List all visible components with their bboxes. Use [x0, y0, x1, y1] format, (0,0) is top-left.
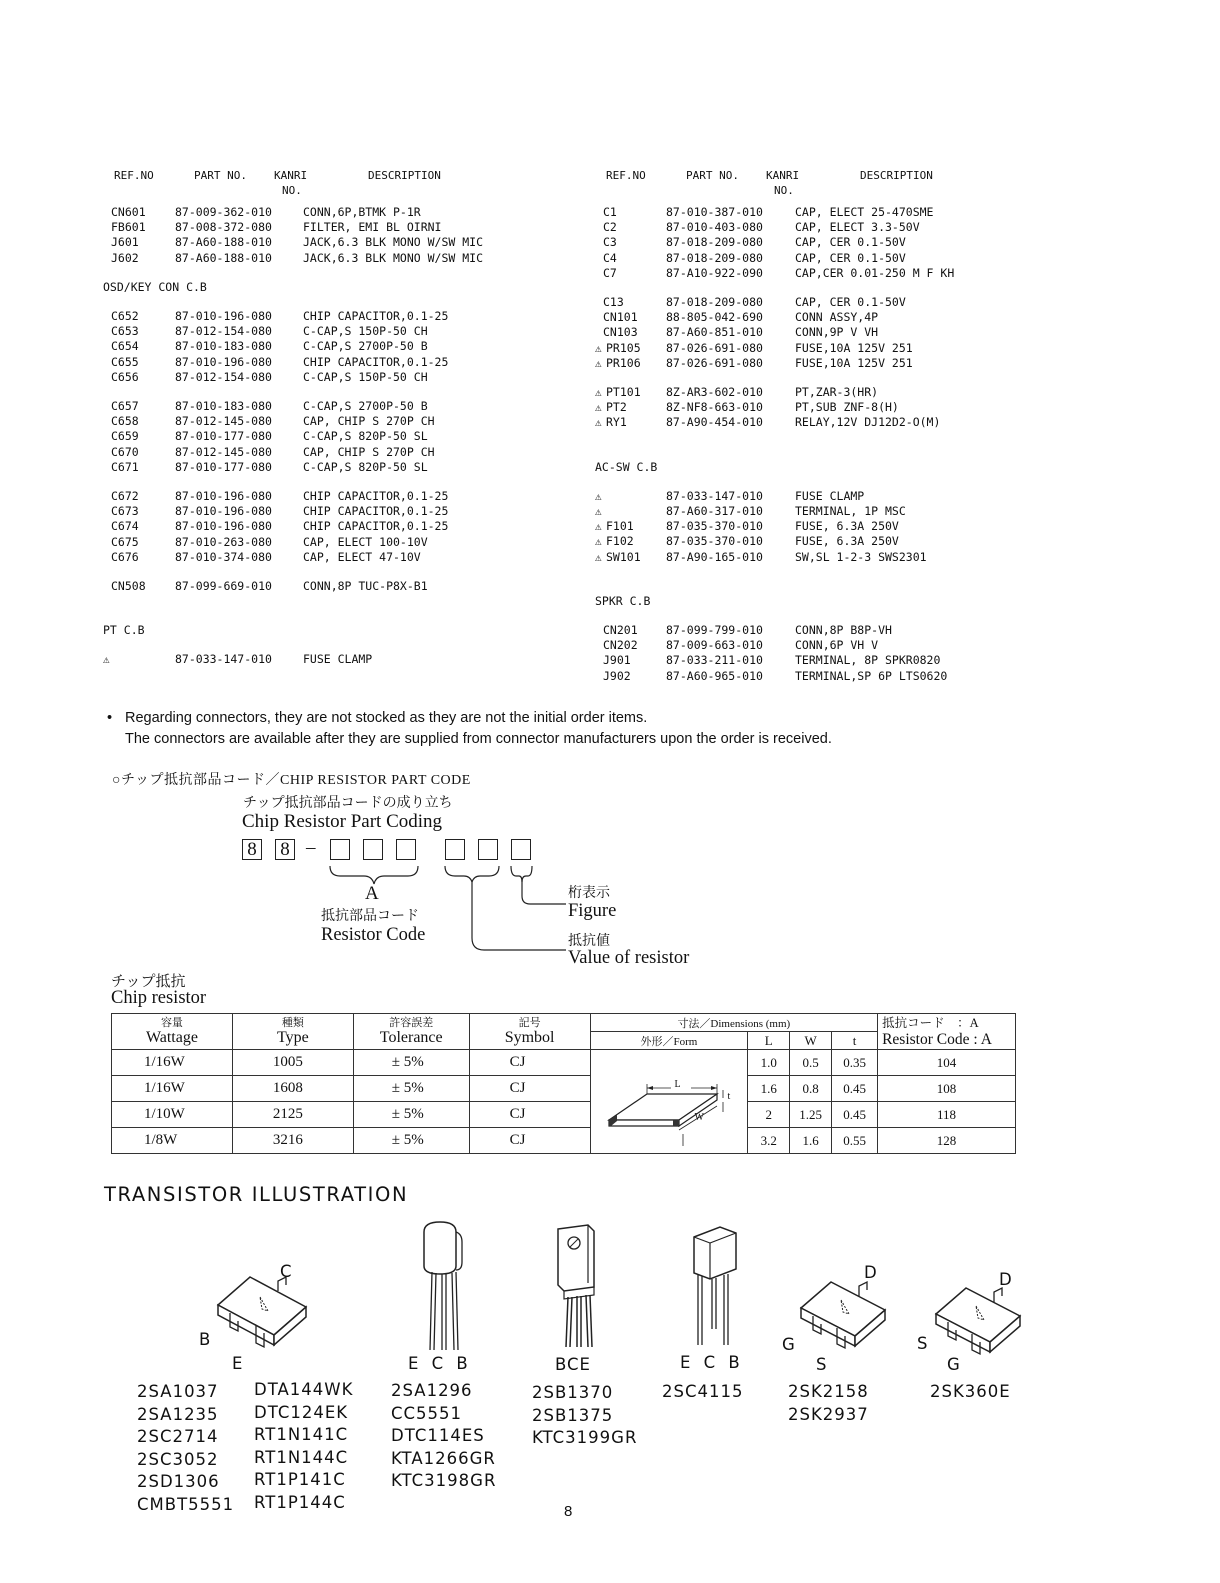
- part-no: 87-010-196-080: [175, 309, 272, 323]
- cell-wattage: 1/16W: [112, 1050, 233, 1076]
- part-no: 87-018-209-080: [666, 235, 763, 250]
- description: CONN,6P,BTMK P-1R: [303, 205, 421, 219]
- part-no: 87-012-145-080: [175, 444, 272, 459]
- description: CAP, ELECT 3.3-50V: [795, 220, 920, 235]
- transistor-list-3: [532, 1382, 637, 1450]
- th-wattage: 容量 Wattage: [112, 1014, 233, 1050]
- part-no: 87-009-362-010: [175, 205, 272, 219]
- transistor-part-number: DTA144WK: [254, 1380, 354, 1399]
- figure-en: Figure: [568, 901, 617, 921]
- cell-code: 104: [878, 1050, 1016, 1076]
- transistor-list-6: [930, 1381, 1011, 1404]
- cell-tolerance: ± 5%: [353, 1102, 469, 1128]
- description: JACK,6.3 BLK MONO W/SW MIC: [303, 250, 484, 265]
- cell-type: 1608: [232, 1076, 353, 1102]
- transistor-part-number: CMBT5551: [137, 1494, 235, 1514]
- part-no: 87-033-147-010: [666, 488, 763, 503]
- transistor-part-number: 2SK2158: [788, 1382, 869, 1401]
- cell-t: 0.35: [832, 1050, 878, 1076]
- warning-icon: ⚠: [103, 653, 110, 667]
- part-no: 87-010-196-080: [175, 489, 272, 503]
- warning-icon: ⚠: [595, 416, 602, 430]
- chip-resistor-en: Chip resistor: [111, 988, 207, 1008]
- th-tolerance: 許容誤差 Tolerance: [353, 1014, 469, 1050]
- pin-labels-bce: BCE: [555, 1355, 591, 1374]
- transistor-part-number: 2SD1306: [137, 1472, 220, 1491]
- to92-package-icon: [418, 1222, 466, 1352]
- note-line-1: Regarding connectors, they are not stocked as they are not the initial order items.: [125, 710, 648, 726]
- transistor-part-number: 2SC4115: [662, 1382, 744, 1401]
- header-part-no: PART NO.: [194, 169, 247, 182]
- th-w: W: [790, 1032, 832, 1050]
- description: RELAY,12V DJ12D2-O(M): [795, 415, 941, 430]
- part-no: 87-010-263-080: [175, 534, 272, 549]
- description: FUSE,10A 125V 251: [795, 340, 913, 355]
- value-jp: 抵抗値: [568, 934, 610, 949]
- transistor-part-number: 2SK2937: [788, 1404, 869, 1424]
- description: TERMINAL,SP 6P LTS0620: [795, 668, 948, 683]
- figure-jp: 桁表示: [568, 886, 610, 901]
- ref-no: C671: [111, 459, 139, 474]
- transistor-part-number: RT1P141C: [254, 1470, 346, 1489]
- sot23-fet-package-icon: [795, 1272, 895, 1357]
- header-description: DESCRIPTION: [368, 169, 441, 182]
- part-no: 87-010-403-080: [666, 220, 763, 235]
- header-ref-no: REF.NO: [114, 169, 154, 182]
- cell-wattage: 1/8W: [112, 1128, 233, 1154]
- header-kanri-no: NO.: [282, 184, 302, 197]
- description: SW,SL 1-2-3 SWS2301: [795, 549, 927, 564]
- description: C-CAP,S 2700P-50 B: [303, 339, 428, 354]
- description: FUSE,10A 125V 251: [795, 355, 913, 370]
- description: CHIP CAPACITOR,0.1-25: [303, 519, 449, 534]
- cell-tolerance: ± 5%: [353, 1128, 469, 1154]
- warning-icon: ⚠: [595, 356, 602, 370]
- part-no: 87-A60-188-010: [175, 235, 272, 250]
- description: FUSE, 6.3A 250V: [795, 519, 899, 534]
- transistor-part-number: RT1N141C: [254, 1425, 349, 1444]
- warning-icon: ⚠: [595, 550, 602, 564]
- ref-no: C675: [111, 534, 139, 549]
- value-en: Value of resistor: [568, 948, 690, 968]
- transistor-part-number: 2SA1037: [137, 1382, 219, 1401]
- warning-icon: ⚠: [595, 535, 602, 549]
- to220-package-icon: [552, 1225, 600, 1355]
- warning-icon: ⚠: [595, 489, 602, 503]
- transistor-part-number: 2SC2714: [137, 1427, 219, 1446]
- part-no: 8Z-AR3-602-010: [666, 385, 763, 399]
- header-kanri-no: NO.: [774, 184, 794, 197]
- resistor-code-jp: 抵抗部品コード: [321, 909, 419, 924]
- pin-label-d: D: [864, 1263, 878, 1282]
- part-no: 87-A60-965-010: [666, 668, 763, 683]
- transistor-part-number: 2SB1370: [532, 1383, 614, 1402]
- cell-code: 108: [878, 1076, 1016, 1102]
- part-no: 87-018-209-080: [666, 295, 763, 309]
- ref-no: PT101: [606, 385, 641, 399]
- ref-no: C674: [111, 519, 139, 534]
- warning-icon: ⚠: [595, 401, 602, 415]
- part-no: 87-035-370-010: [666, 534, 763, 549]
- description: CAP, ELECT 100-10V: [303, 534, 428, 549]
- th-dimensions: 寸法／Dimensions (mm): [590, 1014, 878, 1032]
- description: CAP, CER 0.1-50V: [795, 295, 906, 309]
- description: CONN,8P TUC-P8X-B1: [303, 579, 428, 593]
- ref-no: F102: [606, 534, 634, 549]
- part-no: 87-099-669-010: [175, 579, 272, 593]
- ref-no: CN201: [603, 623, 638, 637]
- part-no: 87-026-691-080: [666, 340, 763, 355]
- part-no: 87-010-183-080: [175, 339, 272, 354]
- header-kanri: KANRI: [274, 169, 308, 182]
- ref-no: C659: [111, 429, 139, 444]
- pin-label-g-2: G: [947, 1355, 961, 1374]
- ref-no: RY1: [606, 415, 627, 430]
- ref-no: C7: [603, 265, 617, 280]
- ref-no: C672: [111, 489, 139, 503]
- form-label-t: t: [727, 1091, 731, 1102]
- description: PT,ZAR-3(HR): [795, 385, 879, 399]
- description: C-CAP,S 150P-50 CH: [303, 369, 428, 384]
- pin-label-c: C: [280, 1262, 293, 1281]
- ref-no: C653: [111, 324, 139, 339]
- ref-no: C1: [603, 205, 617, 219]
- ref-no: PT2: [606, 400, 627, 415]
- chip-resistor-table: [111, 1013, 1016, 1154]
- form-label-l: L: [674, 1079, 681, 1090]
- part-no: 87-010-374-080: [175, 549, 272, 564]
- description: CONN,9P V VH: [795, 325, 879, 340]
- description: CONN,8P B8P-VH: [795, 623, 892, 637]
- ref-no: SW101: [606, 549, 641, 564]
- part-no: 87-A60-188-010: [175, 250, 272, 265]
- cell-l: 2: [748, 1102, 790, 1128]
- ref-no: C654: [111, 339, 139, 354]
- coding-title-en: Chip Resistor Part Coding: [242, 811, 443, 832]
- description: C-CAP,S 820P-50 SL: [303, 429, 428, 444]
- section-title: PT C.B: [103, 623, 145, 638]
- pin-label-s-2: S: [917, 1334, 929, 1353]
- part-no: 87-010-177-080: [175, 429, 272, 444]
- ref-no: C3: [603, 235, 617, 250]
- pin-labels-ecb-2: E C B: [680, 1353, 744, 1372]
- description: CHIP CAPACITOR,0.1-25: [303, 309, 449, 323]
- cell-code: 118: [878, 1102, 1016, 1128]
- transistor-part-number: DTC124EK: [254, 1402, 349, 1422]
- chip-resistor-jp: チップ抵抗: [111, 974, 186, 990]
- part-no: 87-010-183-080: [175, 399, 272, 413]
- description: JACK,6.3 BLK MONO W/SW MIC: [303, 235, 484, 250]
- part-no: 87-035-370-010: [666, 519, 763, 534]
- transistor-list-1a: [137, 1381, 234, 1516]
- description: CAP, CER 0.1-50V: [795, 235, 906, 250]
- th-form: 外形／Form: [590, 1032, 748, 1050]
- description: CHIP CAPACITOR,0.1-25: [303, 354, 449, 369]
- cell-l: 1.0: [748, 1050, 790, 1076]
- cell-wattage: 1/16W: [112, 1076, 233, 1102]
- ref-no: C13: [603, 295, 624, 309]
- cell-w: 0.8: [790, 1076, 832, 1102]
- ref-no: F101: [606, 519, 634, 534]
- transistor-part-number: RT1P144C: [254, 1492, 346, 1512]
- th-l: L: [748, 1032, 790, 1050]
- cell-type: 1005: [232, 1050, 353, 1076]
- part-no: 87-018-209-080: [666, 250, 763, 265]
- description: CHIP CAPACITOR,0.1-25: [303, 504, 449, 519]
- header-description: DESCRIPTION: [860, 169, 933, 182]
- section-title: SPKR C.B: [595, 593, 651, 608]
- cell-tolerance: ± 5%: [353, 1050, 469, 1076]
- description: CHIP CAPACITOR,0.1-25: [303, 489, 449, 503]
- part-no: 87-A90-165-010: [666, 549, 763, 564]
- part-no: 87-010-387-010: [666, 205, 763, 219]
- description: CAP, CER 0.1-50V: [795, 250, 906, 265]
- part-no: 87-033-147-010: [175, 652, 272, 667]
- ref-no: FB601: [111, 220, 146, 235]
- part-no: 87-009-663-010: [666, 638, 763, 653]
- ref-no: C670: [111, 444, 139, 459]
- description: CONN ASSY,4P: [795, 310, 879, 325]
- warning-icon: ⚠: [595, 386, 602, 399]
- ref-no: C652: [111, 309, 139, 323]
- ref-no: C676: [111, 549, 139, 564]
- description: CAP,CER 0.01-250 M F KH: [795, 265, 955, 280]
- ref-no: CN103: [603, 325, 638, 340]
- part-no: 8Z-NF8-663-010: [666, 400, 763, 415]
- transistor-part-number: 2SA1235: [137, 1404, 219, 1424]
- resistor-code-en: Resistor Code: [321, 925, 426, 945]
- part-no: 87-010-177-080: [175, 459, 272, 474]
- ref-no: C673: [111, 504, 139, 519]
- ref-no: CN202: [603, 638, 638, 653]
- transistor-part-number: 2SB1375: [532, 1405, 614, 1425]
- cell-symbol: CJ: [469, 1076, 590, 1102]
- ref-no: C2: [603, 220, 617, 235]
- sot23-fet-package-icon-2: [930, 1278, 1030, 1363]
- transistor-part-number: CC5551: [391, 1403, 463, 1423]
- table-row: [112, 1102, 1016, 1128]
- chip-resistor-title: ○チップ抵抗部品コード／CHIP RESISTOR PART CODE: [112, 773, 471, 788]
- ref-no: PR105: [606, 340, 641, 355]
- page-number: 8: [564, 1503, 573, 1520]
- cell-code: 128: [878, 1128, 1016, 1154]
- cell-type: 3216: [232, 1128, 353, 1154]
- form-label-w: W: [694, 1112, 704, 1123]
- ref-no: CN101: [603, 310, 638, 325]
- cell-t: 0.55: [832, 1128, 878, 1154]
- ref-no: C658: [111, 414, 139, 429]
- description: FUSE, 6.3A 250V: [795, 534, 899, 549]
- header-kanri: KANRI: [766, 169, 800, 182]
- cell-l: 1.6: [748, 1076, 790, 1102]
- part-no: 87-026-691-080: [666, 355, 763, 370]
- transistor-list-4: [662, 1381, 743, 1404]
- description: CAP, ELECT 25-470SME: [795, 205, 934, 219]
- ref-no: J601: [111, 235, 139, 250]
- pin-labels-ecb: E C B: [408, 1354, 472, 1373]
- part-no: 87-012-154-080: [175, 324, 272, 339]
- ref-no: C656: [111, 369, 139, 384]
- description: FUSE CLAMP: [795, 488, 865, 503]
- part-no: 87-A60-317-010: [666, 504, 763, 518]
- cell-l: 3.2: [748, 1128, 790, 1154]
- transistor-part-number: KTA1266GR: [391, 1448, 496, 1468]
- part-no: 87-010-196-080: [175, 354, 272, 369]
- ref-no: CN508: [111, 579, 146, 593]
- description: C-CAP,S 2700P-50 B: [303, 399, 428, 413]
- table-row: [112, 1076, 1016, 1102]
- ref-no: CN601: [111, 205, 146, 219]
- transistor-part-number: DTC114ES: [391, 1426, 485, 1445]
- part-no: 87-A10-922-090: [666, 265, 763, 280]
- part-no: 87-012-145-080: [175, 414, 272, 429]
- description: TERMINAL, 8P SPKR0820: [795, 653, 941, 668]
- ref-no: PR106: [606, 355, 641, 370]
- part-no: 87-010-196-080: [175, 519, 272, 534]
- pin-label-g: G: [782, 1335, 796, 1354]
- ref-no: J902: [603, 668, 631, 683]
- part-no: 87-033-211-010: [666, 653, 763, 668]
- cell-t: 0.45: [832, 1076, 878, 1102]
- th-resistor-code: 抵抗コード ：A Resistor Code : A: [878, 1014, 1016, 1050]
- cell-type: 2125: [232, 1102, 353, 1128]
- part-no: 87-A90-454-010: [666, 415, 763, 430]
- code-digit-1: 8: [242, 839, 262, 860]
- pin-label-d-2: D: [999, 1270, 1013, 1289]
- transistor-part-number: 2SK360E: [930, 1382, 1011, 1401]
- th-t: t: [832, 1032, 878, 1050]
- chip-form-drawing: [591, 1050, 749, 1154]
- sot23-package-icon: [210, 1265, 320, 1355]
- warning-icon: ⚠: [595, 505, 602, 518]
- transistor-part-number: RT1N144C: [254, 1447, 349, 1467]
- to92l-package-icon: [690, 1225, 740, 1353]
- cell-w: 0.5: [790, 1050, 832, 1076]
- code-dash: –: [306, 837, 316, 858]
- pin-label-b: B: [199, 1330, 212, 1349]
- description: PT,SUB ZNF-8(H): [795, 400, 899, 415]
- ref-no: J901: [603, 653, 631, 668]
- th-type: 種類 Type: [232, 1014, 353, 1050]
- header-part-no: PART NO.: [686, 169, 739, 182]
- pin-label-e: E: [232, 1354, 244, 1373]
- description: C-CAP,S 820P-50 SL: [303, 459, 428, 474]
- description: CONN,6P VH V: [795, 638, 879, 653]
- section-title: OSD/KEY CON C.B: [103, 279, 207, 294]
- cell-wattage: 1/10W: [112, 1102, 233, 1128]
- description: FILTER, EMI BL OIRNI: [303, 220, 442, 235]
- transistor-part-number: 2SC3052: [137, 1449, 219, 1469]
- pin-label-s: S: [816, 1355, 828, 1374]
- part-no: 87-010-196-080: [175, 504, 272, 519]
- form-illustration-cell: [590, 1050, 748, 1154]
- description: CAP, ELECT 47-10V: [303, 549, 421, 564]
- part-no: 87-012-154-080: [175, 369, 272, 384]
- part-no: 87-008-372-080: [175, 220, 272, 235]
- cell-w: 1.25: [790, 1102, 832, 1128]
- transistor-list-2: [391, 1380, 496, 1493]
- cell-t: 0.45: [832, 1102, 878, 1128]
- part-no: 88-805-042-690: [666, 310, 763, 325]
- part-no: 87-A60-851-010: [666, 325, 763, 340]
- note-line-2: The connectors are available after they are supplied from connector manufacturers upon the order is received.: [125, 731, 832, 747]
- label-a: A: [365, 883, 379, 904]
- ref-no: C655: [111, 354, 139, 369]
- table-row: [112, 1128, 1016, 1154]
- description: C-CAP,S 150P-50 CH: [303, 324, 428, 339]
- description: CAP, CHIP S 270P CH: [303, 444, 435, 459]
- warning-icon: ⚠: [595, 341, 602, 355]
- part-no: 87-099-799-010: [666, 623, 763, 637]
- transistor-part-number: KTC3198GR: [391, 1471, 497, 1490]
- code-digit-2: 8: [275, 839, 295, 860]
- description: FUSE CLAMP: [303, 652, 373, 667]
- transistor-list-5: [788, 1381, 869, 1426]
- transistor-part-number: 2SA1296: [391, 1381, 473, 1400]
- coding-title-jp: チップ抵抗部品コードの成り立ち: [243, 796, 453, 811]
- ref-no: J602: [111, 250, 139, 265]
- ref-no: C4: [603, 250, 617, 265]
- transistor-list-1b: [254, 1379, 353, 1514]
- th-symbol: 記号 Symbol: [469, 1014, 590, 1050]
- section-title: AC-SW C.B: [595, 459, 658, 474]
- cell-symbol: CJ: [469, 1102, 590, 1128]
- ref-no: C657: [111, 399, 139, 413]
- description: CAP, CHIP S 270P CH: [303, 414, 435, 429]
- cell-symbol: CJ: [469, 1128, 590, 1154]
- transistor-title: TRANSISTOR ILLUSTRATION: [104, 1183, 409, 1206]
- cell-tolerance: ± 5%: [353, 1076, 469, 1102]
- table-row: [112, 1050, 1016, 1076]
- warning-icon: ⚠: [595, 520, 602, 534]
- header-ref-no: REF.NO: [606, 169, 646, 182]
- note-bullet: •: [107, 710, 113, 726]
- cell-w: 1.6: [790, 1128, 832, 1154]
- description: TERMINAL, 1P MSC: [795, 504, 906, 518]
- transistor-part-number: KTC3199GR: [532, 1428, 638, 1447]
- cell-symbol: CJ: [469, 1050, 590, 1076]
